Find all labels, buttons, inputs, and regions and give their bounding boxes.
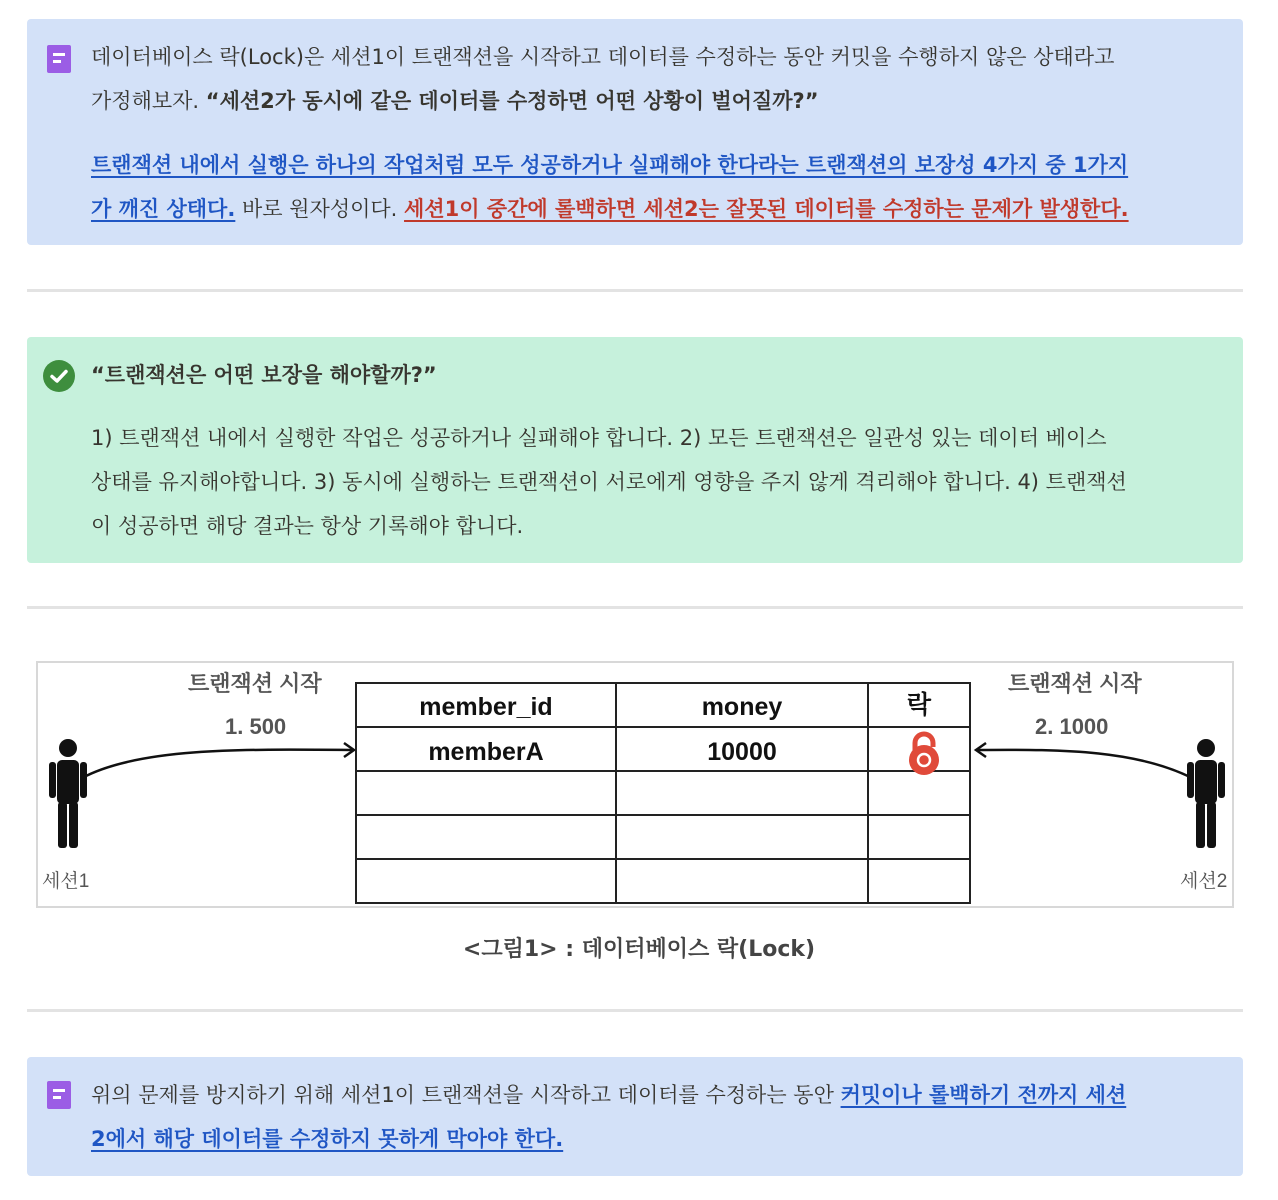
callout-transaction-guarantee (27, 337, 1243, 563)
callout1-line1: 데이터베이스 락(Lock)은 세션1이 트랜잭션을 시작하고 데이터를 수정하는 동안 커밋을 수행하지 않은 상태라고 (91, 45, 1115, 69)
header-money: money (701, 693, 783, 721)
cell-money: 10000 (707, 738, 777, 766)
divider (27, 289, 1243, 292)
callout3-line1: 위의 문제를 방지하기 위해 세션1이 트랜잭션을 시작하고 데이터를 수정하는 동안 커밋이나 롤백하기 전까지 세션 (91, 1083, 1127, 1107)
callout-lock-solution (27, 1057, 1243, 1176)
callout1-line3 (91, 143, 1128, 187)
header-lock: 락 (906, 691, 932, 719)
right-step: 2. 1000 (1035, 714, 1109, 739)
callout2-line3: 이 성공하면 해당 결과는 항상 기록해야 합니다. (91, 514, 524, 538)
divider (27, 606, 1243, 609)
callout2-line1: 1) 트랜잭션 내에서 실행한 작업은 성공하거나 실패해야 합니다. 2) 모든 트랜잭션은 일관성 있는 데이터 베이스 (91, 426, 1107, 450)
header-member-id: member_id (419, 693, 553, 721)
atomicity-link[interactable]: 트랜잭션 내에서 실행은 하나의 작업처럼 모두 성공하거나 실패해야 한다라는 트랜잭션의 보장성 4가지 중 1가지 (91, 153, 1129, 177)
left-step: 1. 500 (225, 714, 287, 739)
rollback-problem-link[interactable]: 세션1이 중간에 롤백하면 세션2는 잘못된 데이터를 수정하는 문제가 발생한다. (404, 197, 1129, 221)
person-icon (1187, 739, 1225, 848)
left-transaction-start: 트랜잭션 시작 (188, 671, 322, 696)
document-icon (47, 45, 71, 73)
callout2-title: “트랜잭션은 어떤 보장을 해야할까?” (91, 363, 437, 387)
divider (27, 1009, 1243, 1012)
figure-caption: <그림1> : 데이터베이스 락(Lock) (462, 937, 816, 962)
left-arrow (82, 750, 352, 778)
session1-label: 세션1 (42, 871, 90, 892)
right-arrow (978, 750, 1192, 778)
session2-question: “세션2가 동시에 같은 데이터를 수정하면 어떤 상황이 벌어질까?” (205, 89, 819, 113)
cell-member-id: memberA (428, 738, 544, 766)
lock-icon (909, 734, 939, 775)
document-icon (47, 1081, 71, 1109)
atomicity-link-cont[interactable]: 가 깨진 상태다. (91, 197, 236, 221)
commit-rollback-link-cont[interactable]: 2에서 해당 데이터를 수정하지 못하게 막아야 한다. (91, 1127, 564, 1151)
callout-lock-intro (27, 19, 1243, 245)
session2-label: 세션2 (1180, 871, 1228, 892)
callout1-line2: 가정해보자. “세션2가 동시에 같은 데이터를 수정하면 어떤 상황이 벌어질까?” (91, 89, 819, 113)
callout1-line4: 가 깨진 상태다. 바로 원자성이다. 세션1이 중간에 롤백하면 세션2는 잘못된 데이터를 수정하는 문제가 발생한다. (91, 197, 1129, 221)
lock-diagram-svg (38, 663, 1232, 906)
right-transaction-start: 트랜잭션 시작 (1008, 671, 1142, 696)
callout3-line2 (91, 1117, 563, 1161)
check-circle-icon (43, 360, 75, 392)
lock-diagram (36, 661, 1234, 908)
person-icon (49, 739, 87, 848)
callout2-line2: 상태를 유지해야합니다. 3) 동시에 실행하는 트랜잭션이 서로에게 영향을 주지 않게 격리해야 합니다. 4) 트랜잭션 (91, 470, 1127, 494)
commit-rollback-link[interactable]: 커밋이나 롤백하기 전까지 세션 (840, 1083, 1127, 1107)
